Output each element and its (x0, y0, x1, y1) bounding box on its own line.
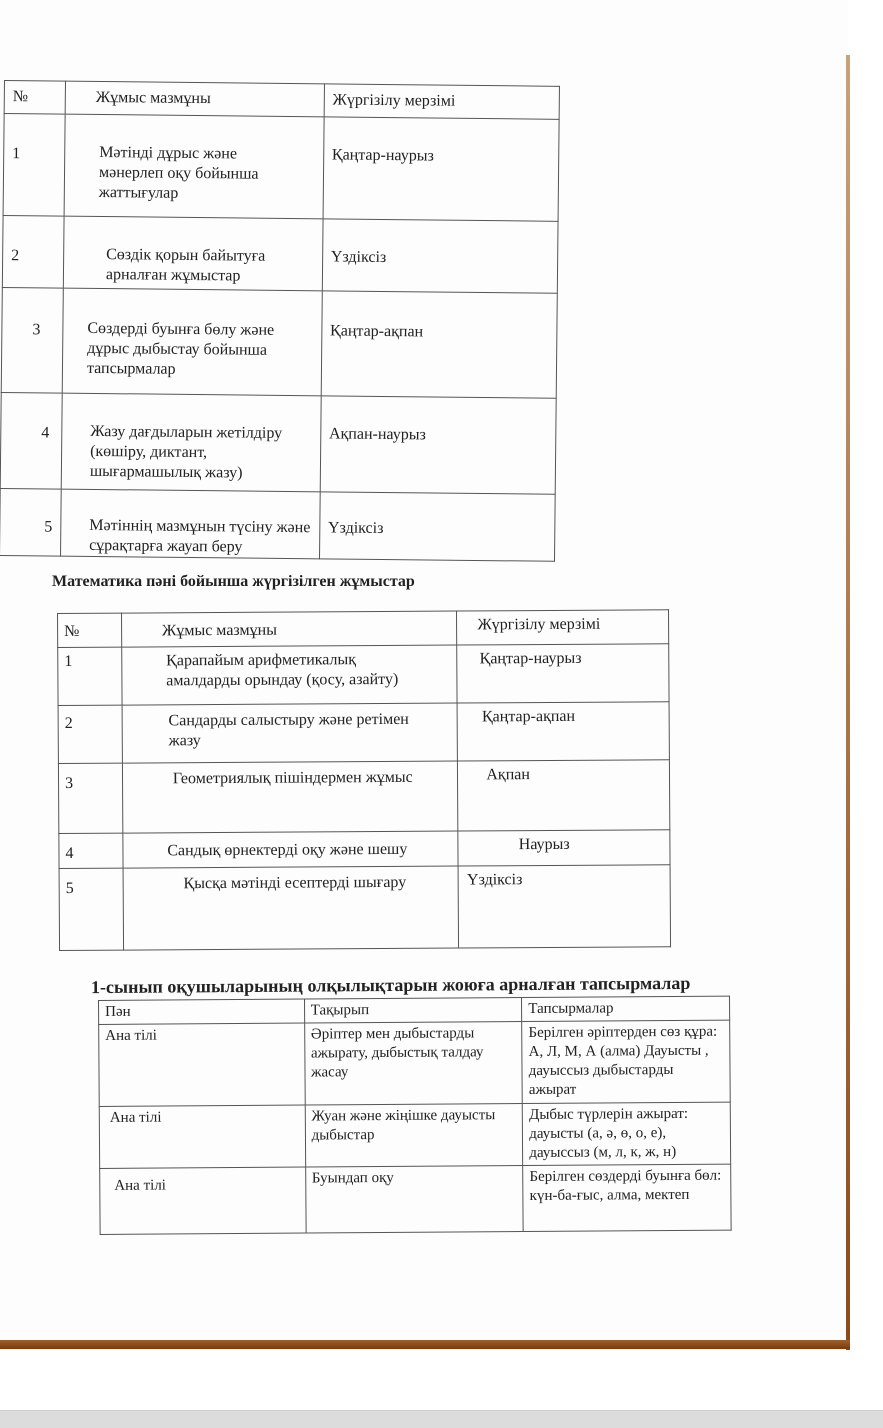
row-topic: Буындап оқу (305, 1166, 523, 1234)
table-row (99, 1102, 730, 1168)
table-row (58, 760, 669, 834)
row-num: 2 (58, 705, 122, 763)
row-content: Жазу дағдыларын жетілдіру (көшіру, диктант, шығармашылық жазу) (61, 393, 321, 492)
bottom-bar (0, 1410, 883, 1428)
row-period: Үздіксіз (458, 865, 670, 948)
row-period: Ақпан (458, 760, 670, 831)
page-edge-right (846, 55, 850, 1350)
row-period: Наурыз (458, 830, 670, 866)
table-row (59, 830, 670, 869)
row-period: Үздіксіз (322, 219, 558, 293)
row-period: Қаңтар-наурыз (323, 117, 559, 221)
row-num: 4 (0, 392, 62, 489)
page-edge-bottom (0, 1340, 850, 1349)
row-period: Үздіксіз (319, 492, 555, 561)
row-num: 3 (58, 763, 122, 833)
row-content: Сөздік қорын байытуға арналған жұмыстар (63, 216, 322, 291)
row-num: 1 (3, 114, 65, 217)
table-row (1, 287, 557, 398)
table-row (2, 215, 558, 293)
row-content: Сандық өрнектерді оқу және шешу (123, 831, 459, 868)
row-content: Мәтіннің мазмұнын түсіну және сұрақтарға жауап беру (61, 489, 320, 559)
header-period: Жүргізілу мерзімі (457, 610, 669, 645)
row-topic: Жуан және жіңішке дауысты дыбыстар (305, 1104, 523, 1168)
table-row (3, 114, 559, 222)
row-num: 3 (1, 287, 63, 393)
row-period: Қаңтар-ақпан (457, 702, 669, 761)
header-num: № (58, 613, 122, 647)
table-row (59, 865, 670, 951)
row-content: Мәтінді дұрыс және мәнерлеп оқу бойынша жаттығулар (64, 114, 324, 219)
header-subject: Пән (99, 999, 305, 1024)
table-row (99, 1020, 731, 1106)
table-header-row (58, 610, 669, 648)
row-subject: Ана тілі (99, 1023, 305, 1106)
grade1-tasks-table (98, 996, 732, 1235)
row-tasks: Берілген сөздерді буынға бөл: күн-ба-ғыс, алма, мектеп (523, 1164, 731, 1231)
row-period: Қаңтар-наурыз (457, 644, 669, 703)
header-content: Жұмыс мазмұны (121, 611, 457, 647)
row-period: Қаңтар-ақпан (321, 291, 557, 398)
grade1-tasks-title: 1-сынып оқушыларының олқылықтарын жоюға арналған тапсырмалар (90, 972, 691, 998)
header-num: № (4, 81, 65, 115)
row-content: Сөздерді буынға бөлу және дұрыс дыбыстау бойынша тапсырмалар (62, 288, 322, 396)
row-content: Қысқа мәтінді есептерді шығару (123, 866, 459, 950)
header-topic: Тақырып (304, 998, 522, 1024)
row-period: Ақпан-наурыз (320, 396, 556, 494)
header-content: Жұмыс мазмұны (65, 81, 324, 117)
row-num: 5 (0, 488, 61, 556)
header-tasks: Тапсырмалар (522, 996, 730, 1021)
header-period: Жүргізілу мерзімі (324, 84, 560, 119)
row-tasks: Дыбыс түрлерін ажырат: дауысты (а, ә, ө, о, е), дауыссыз (м, л, к, ж, н) (522, 1102, 730, 1165)
row-num: 1 (58, 647, 122, 705)
table-row (58, 702, 669, 764)
row-content: Геометриялық пішіндермен жұмыс (122, 761, 458, 833)
row-num: 5 (59, 868, 123, 950)
table-row (0, 488, 555, 561)
row-subject: Ана тілі (99, 1105, 305, 1168)
row-num: 4 (59, 833, 123, 868)
table-row (0, 392, 556, 494)
row-tasks: Берілген әріптерден сөз құра: А, Л, М, А (алма) Дауысты , дауыссыз дыбыстарды ажырат (522, 1020, 730, 1103)
row-content: Сандарды салыстыру және ретімен жазу (122, 703, 458, 763)
math-work-table (57, 609, 671, 951)
row-content: Қарапайым арифметикалық амалдарды орындау (қосу, азайту) (122, 645, 458, 705)
row-subject: Ана тілі (100, 1167, 306, 1234)
row-num: 2 (2, 215, 64, 288)
row-topic: Әріптер мен дыбыстарды ажырату, дыбыстық талдау жасау (304, 1022, 522, 1106)
table-row (100, 1164, 731, 1234)
table-row (58, 644, 669, 706)
math-section-title: Математика пәні бойынша жүргізілген жұмыстар (52, 573, 415, 590)
reading-work-table (0, 80, 560, 562)
